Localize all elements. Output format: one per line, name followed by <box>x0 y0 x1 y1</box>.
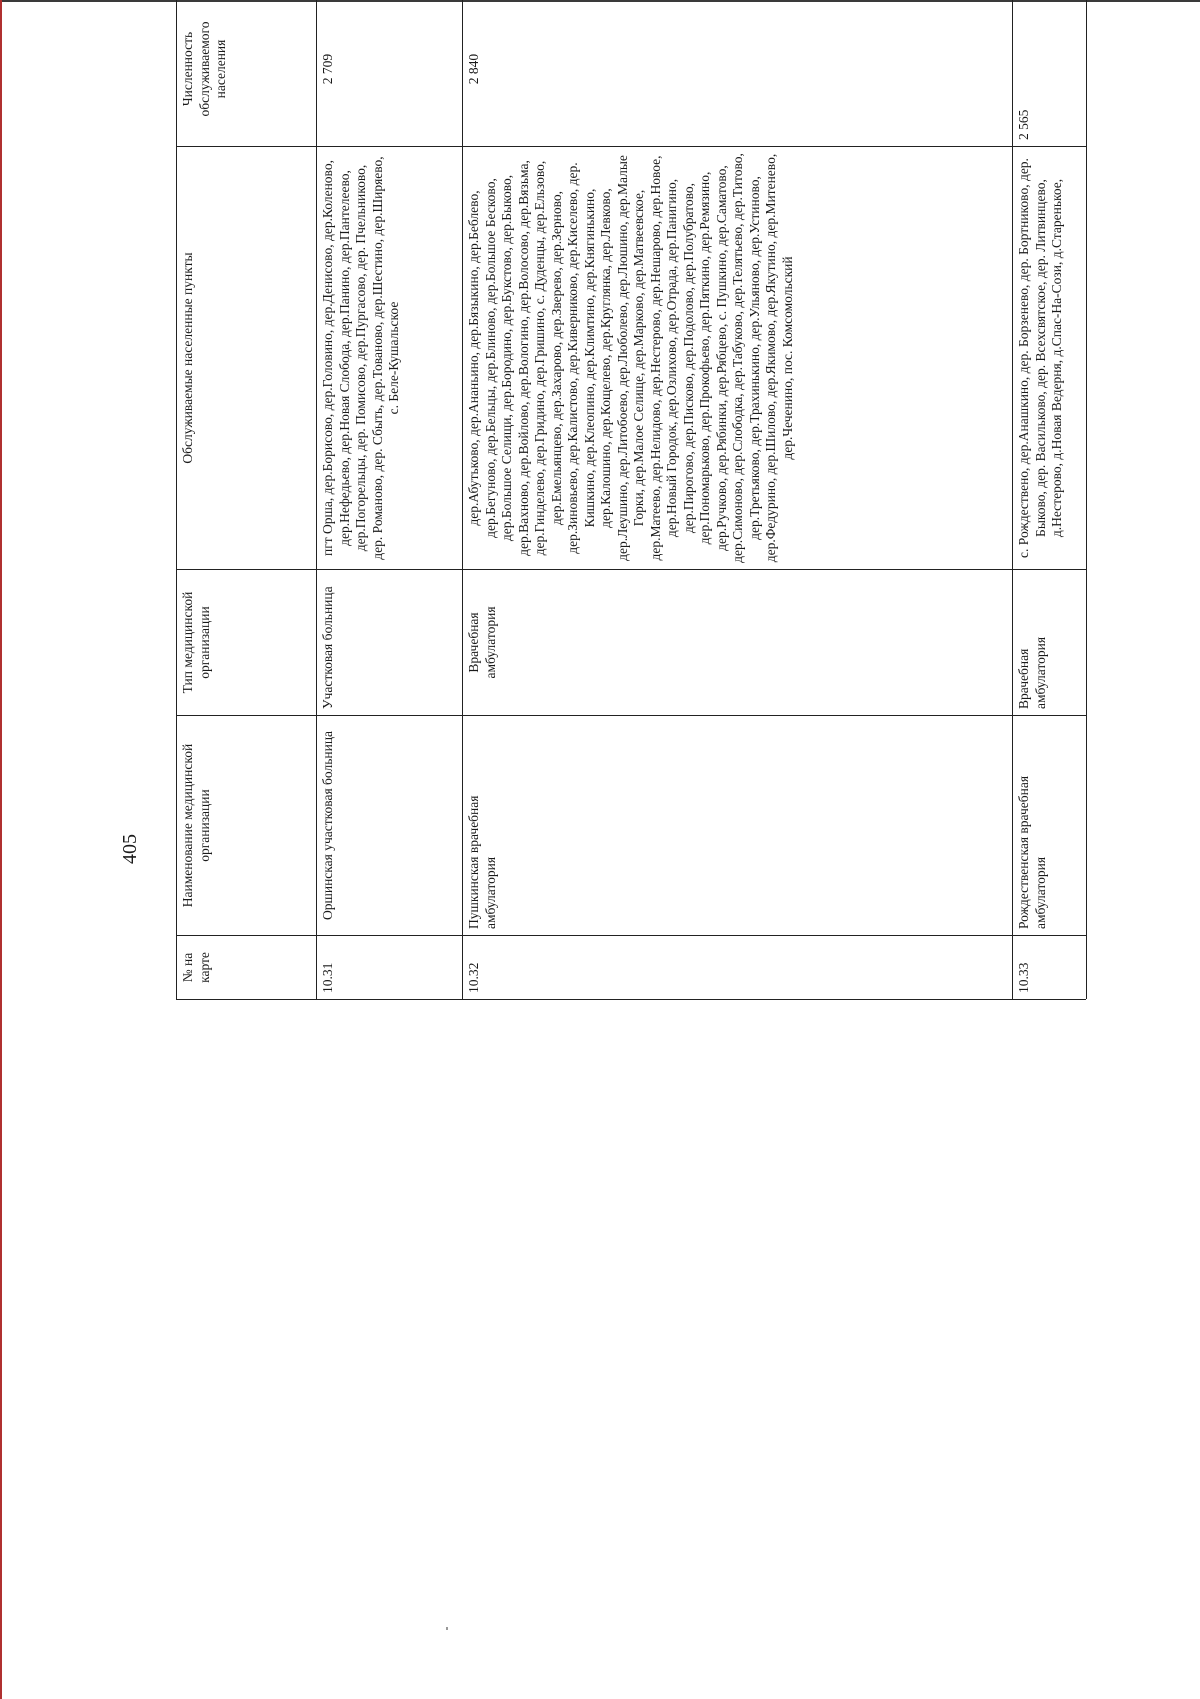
table-header-row <box>177 0 317 999</box>
row-org-type: Участковая больница <box>317 569 463 715</box>
row-map-number: 10.32 <box>463 935 1013 999</box>
row-map-number: 10.31 <box>317 935 463 999</box>
row-population: 2 709 <box>317 0 463 146</box>
row-population: 2 840 <box>463 0 1013 146</box>
header-localities: Обслуживаемые населенные пункты <box>177 146 317 569</box>
header-org-type: Тип медицинской организации <box>177 569 317 715</box>
row-map-number: 10.33 <box>1013 935 1087 999</box>
facilities-table <box>176 0 1086 1000</box>
table-row <box>317 0 463 999</box>
table-row <box>1013 0 1087 999</box>
header-map-number: № на карте <box>177 935 317 999</box>
table-row <box>463 0 1013 999</box>
scan-left-edge <box>0 0 2 1699</box>
row-localities: дер.Абутьково, дер.Ананьино, дер.Бязыкино, дер.Беблево, дер.Бегуново, дер.Бельцы, дер.Блиново, дер.Большое Бесково, дер.Большое Селищи, дер.Бородино, дер.Букстово, дер.Быково, дер.Вахново, дер.Войлово, дер.Вологино, дер.Волосово, дер.Вязьма, дер.Гинделево, дер.Гридино, дер.Гришино, с. Дуденцы, дер.Ельзово, дер.Емельянцево, дер.Захарово, дер.Зверево, дер.Зерново, дер.Зиновьево, дер.Калистово, дер.Киверниково, дер.Киселево, дер. Кишкино, дер.Клеопино, дер.Климтино, дер.Княгинькино, дер.Калошино, дер.Кощелево, дер.Круглянка, дер.Левково, дер.Леушино, дер.Литобоево, дер.Люболево, дер.Люшино, дер.Малые Горки, дер.Малое Селище, дер.Марково, дер.Матвеевское, дер.Матеево, дер.Нелидово, дер.Нестерово, дер.Нешарово, дер.Новое, дер.Новый Городок, дер.Озлихово, дер.Отрада, дер.Панигино, дер.Пирогово, дер.Писково, дер.Подолово, дер.Полубратово, дер.Пономарьково, дер.Прокофьево, дер.Пяткино, дер.Ремязино, дер.Ручково, дер.Рябинки, дер.Рябцево, с. Пушкино, дер.Саматово, дер.Симоново, дер.Слободка, дер.Табуково, дер.Телятьево, дер.Титово, дер.Третьяково, дер.Трахинькино, дер.Ульяново, дер.Устиново, дер.Федурино, дер.Шилово, дер.Якимово, дер.Якутино, дер.Митенево, дер.Чеченино, пос. Комсомольский <box>463 146 1013 569</box>
row-population: 2 565 <box>1013 0 1087 146</box>
row-org-type: Врачебная амбулатория <box>1013 569 1087 715</box>
table-container <box>176 21 1086 1616</box>
header-org-name: Наименование медицинской организации <box>177 715 317 935</box>
row-org-name: Пушкинская врачебная амбулатория <box>463 715 1013 935</box>
page-number: 405 <box>119 834 141 864</box>
row-localities: пгт Орша, дер.Борисово, дер.Головино, дер.Денисово, дер.Коленово, дер.Нефедьево, дер.Новая Слобода, дер.Панино, дер.Пантелеево, дер.Погорельцы, дер. Помисово, дер.Пургасово, дер. Пчельниково, дер. Романово, дер. Сбыть, дер.Тованово, дер.Шестино, дер.Ширяево, с. Беле-Кушальское <box>317 146 463 569</box>
header-population: Численность обслуживаемого населения <box>177 0 317 146</box>
row-org-name: Оршинская участковая больница <box>317 715 463 935</box>
scan-speck <box>446 1627 448 1630</box>
row-org-type: Врачебная амбулатория <box>463 569 1013 715</box>
row-localities: с. Рождествено, дер.Анашкино, дер. Борзенево, дер. Бортниково, дер. Быково, дер. Васильково, дер. Всехсвятское, дер. Литвинцево, д.Нестерово, д.Новая Ведерня, д.Спас-На-Сози, д.Старенькое, <box>1013 146 1087 569</box>
row-org-name: Рождественская врачебная амбулатория <box>1013 715 1087 935</box>
